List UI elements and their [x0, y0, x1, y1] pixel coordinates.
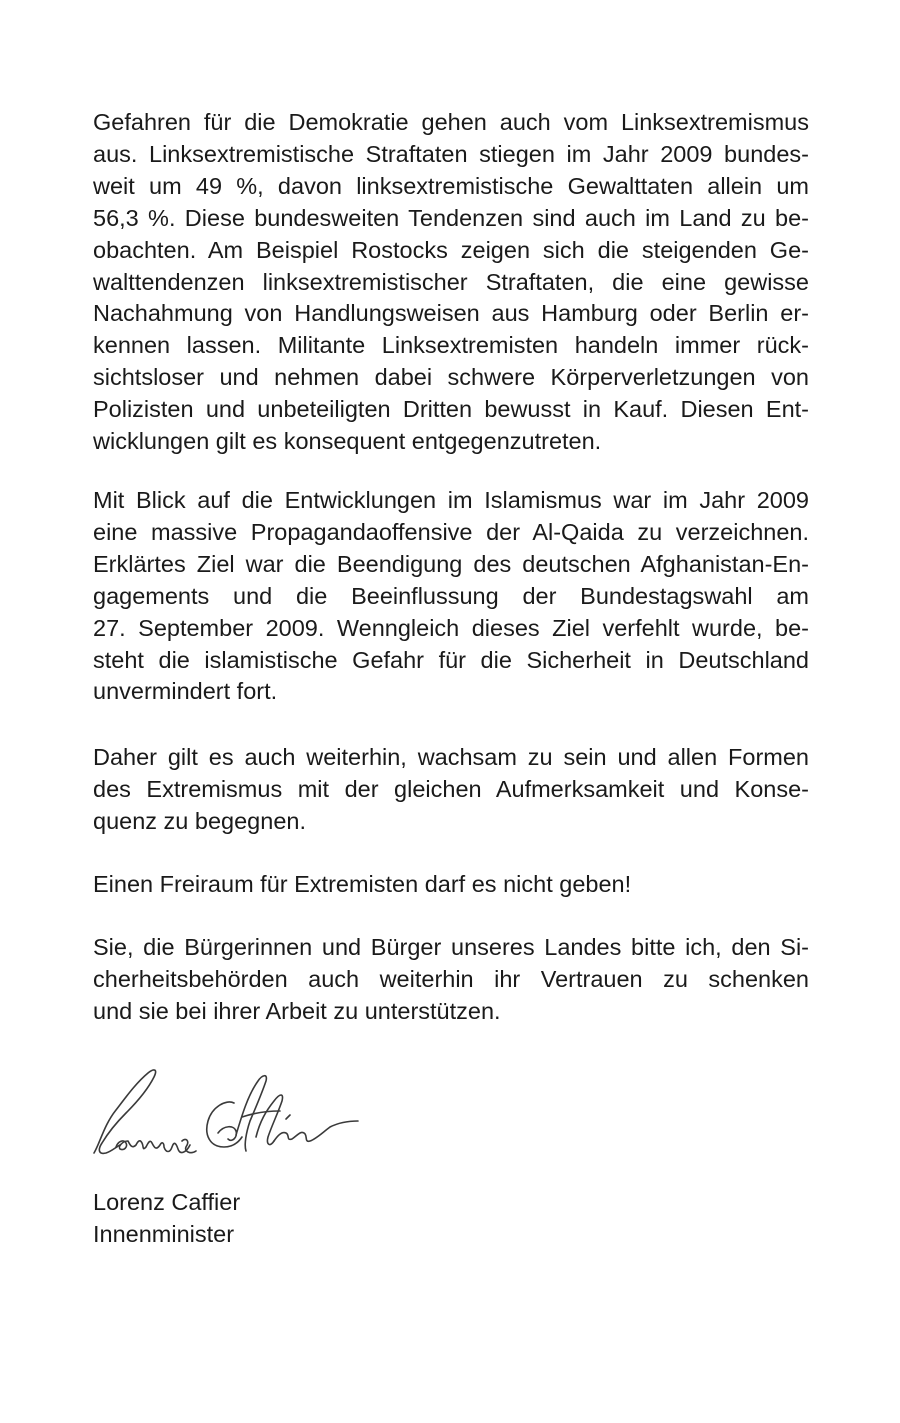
text-line: Mit Blick auf die Entwicklungen im Islamismus war im Jahr 2009: [93, 487, 809, 513]
text-line: Sie, die Bürgerinnen und Bürger unseres Landes bitte ich, den Si-: [93, 934, 809, 960]
text-line: wicklungen gilt es konsequent entgegenzutreten.: [93, 428, 602, 455]
paragraph-vigilance: [93, 742, 809, 838]
signoff-block: [93, 1187, 240, 1251]
text-line: kennen lassen. Militante Linksextremisten handeln immer rück-: [93, 332, 809, 359]
text-line: cherheitsbehörden auch weiterhin ihr Vertrauen zu schenken: [93, 965, 809, 992]
signoff-name: Lorenz Caffier: [93, 1189, 241, 1215]
text-line: 56,3 %. Diese bundesweiten Tendenzen sind auch im Land zu be-: [93, 204, 809, 231]
text-line: obachten. Am Beispiel Rostocks zeigen sich die steigenden Ge-: [93, 236, 809, 263]
text-line: unvermindert fort.: [93, 678, 278, 705]
signoff-title: Innenminister: [93, 1220, 235, 1247]
text-line: walttendenzen linksextremistischer Straftaten, die eine gewisse: [93, 268, 809, 295]
text-line: quenz zu begegnen.: [93, 807, 306, 834]
text-line: 27. September 2009. Wenngleich dieses Ziel verfehlt wurde, be-: [93, 614, 809, 641]
text-line: weit um 49 %, davon linksextremistische Gewalttaten allein um: [93, 172, 809, 199]
paragraph-no-freedom: [93, 869, 809, 901]
text-line: Polizisten und unbeteiligten Dritten bewusst in Kauf. Diesen Ent-: [93, 396, 809, 423]
text-line: Einen Freiraum für Extremisten darf es nicht geben!: [93, 871, 632, 897]
text-line: eine massive Propagandaoffensive der Al-Qaida zu verzeichnen.: [93, 518, 809, 545]
text-line: des Extremismus mit der gleichen Aufmerksamkeit und Konse-: [93, 775, 809, 802]
text-line: steht die islamistische Gefahr für die Sicherheit in Deutschland: [93, 646, 809, 673]
text-line: sichtsloser und nehmen dabei schwere Körperverletzungen von: [93, 364, 809, 391]
text-line: Erklärtes Ziel war die Beendigung des deutschen Afghanistan-En-: [93, 550, 809, 577]
paragraph-left-extremism: [93, 107, 809, 458]
paragraph-appeal: [93, 932, 809, 1028]
text-line: Daher gilt es auch weiterhin, wachsam zu sein und allen Formen: [93, 744, 809, 770]
handwritten-signature: [86, 1055, 366, 1165]
text-line: Gefahren für die Demokratie gehen auch vom Linksextremismus: [93, 109, 809, 135]
paragraph-islamism: [93, 485, 809, 708]
text-line: gagements und die Beeinflussung der Bundestagswahl am: [93, 582, 809, 609]
text-line: Nachahmung von Handlungsweisen aus Hamburg oder Berlin er-: [93, 300, 809, 327]
text-line: und sie bei ihrer Arbeit zu unterstützen.: [93, 997, 501, 1024]
text-line: aus. Linksextremistische Straftaten stiegen im Jahr 2009 bundes-: [93, 140, 809, 167]
